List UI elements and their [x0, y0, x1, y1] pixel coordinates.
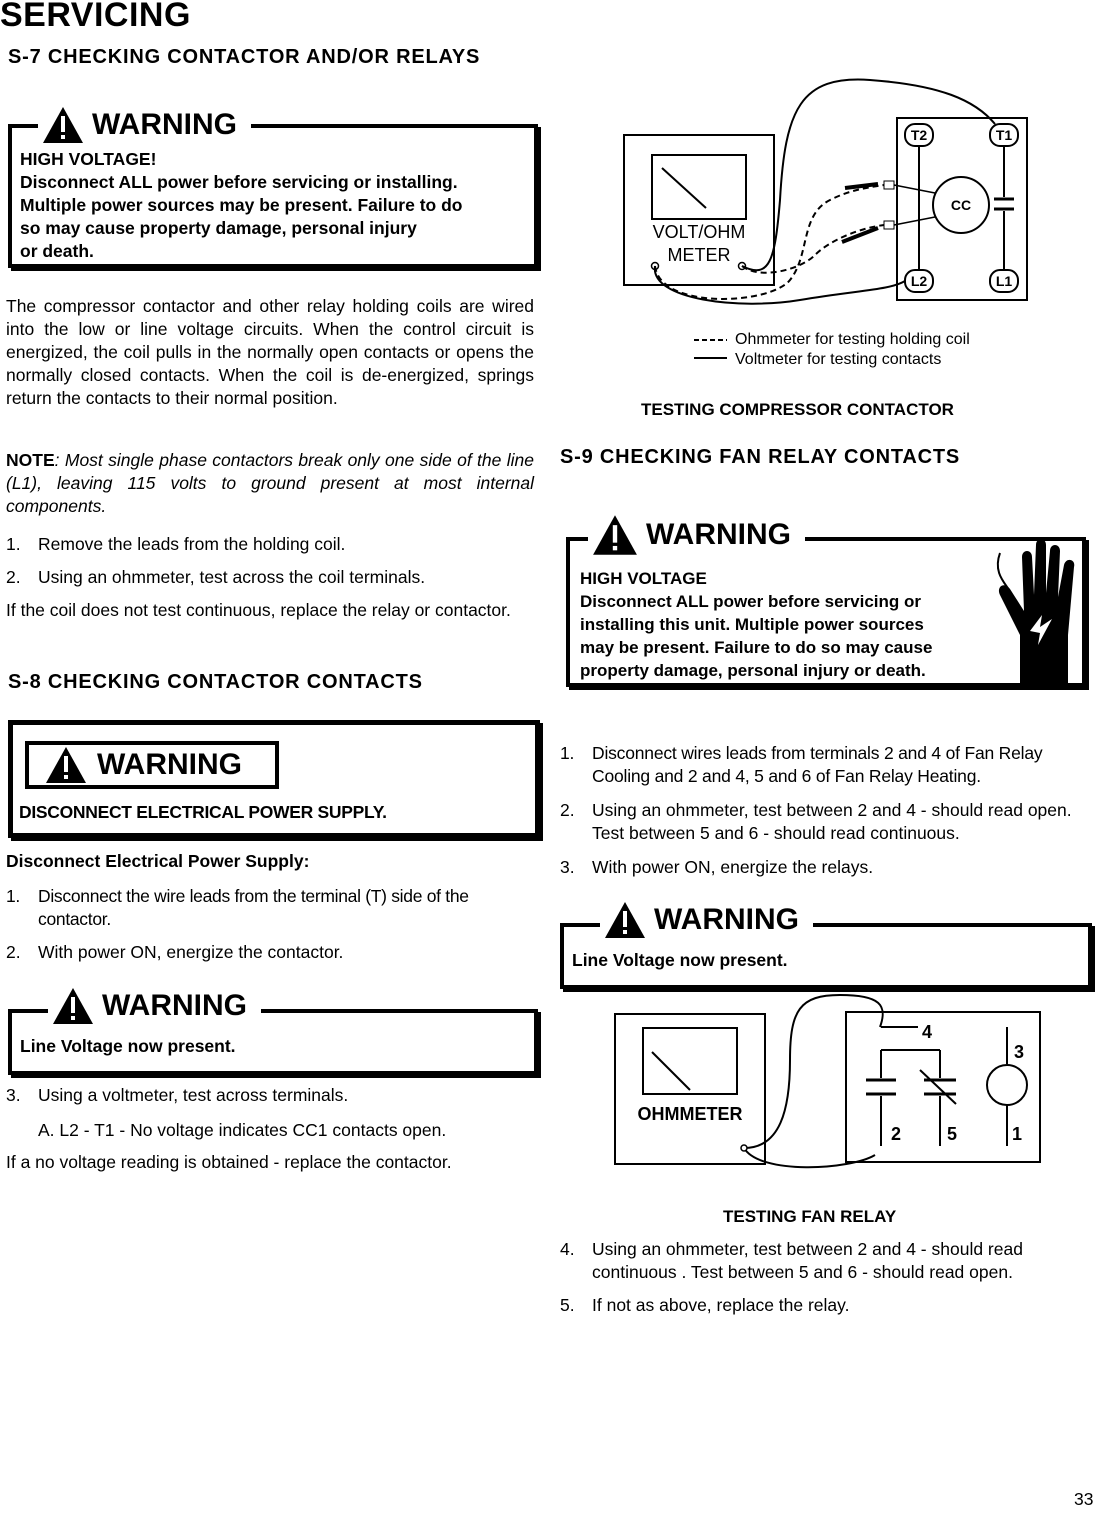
s7-note: NOTE: Most single phase contactors break only one side of the line (L1), leaving 115 volts to ground present at most internal components. — [6, 450, 534, 516]
s7-paragraph: The compressor contactor and other relay holding coils are wired into the low or line voltage circuits. When the control circuit is energized, the coil pulls in the normally open contacts or opens the normally closed contacts. When the coil is de-energized, springs return the contacts to their normal position. — [6, 296, 534, 408]
meter-display — [652, 155, 746, 219]
s9-step-4: 4. Using an ohmmeter, test between 2 and 4 - should read continuous . Test between 5 and 6 - should read open. — [560, 1239, 1023, 1282]
terminal-l1-label: L1 — [995, 273, 1013, 289]
fan-relay-diagram — [600, 985, 1060, 1170]
hand-shock-icon — [990, 535, 1086, 683]
terminal-1-label: 1 — [1011, 1124, 1023, 1144]
terminal-4-label: 4 — [921, 1022, 933, 1042]
s7-warning-box — [8, 108, 538, 268]
s8-step-3a: A. L2 - T1 - No voltage indicates CC1 contacts open. — [38, 1120, 447, 1140]
s9-heading: S-9 CHECKING FAN RELAY CONTACTS — [560, 446, 961, 468]
s8-warning2-title: WARNING — [48, 987, 261, 1025]
s8-warning2-text: Line Voltage now present. — [20, 1036, 236, 1056]
contact-mid-slash — [920, 1070, 956, 1104]
s8-step-1: 1. Disconnect the wire leads from the terminal (T) side of the contactor. — [6, 886, 469, 929]
s7-closing: If the coil does not test continuous, replace the relay or contactor. — [6, 600, 511, 620]
legend-dashed-label: Ohmmeter for testing holding coil — [735, 331, 970, 348]
s8-warning-text: DISCONNECT ELECTRICAL POWER SUPPLY. — [19, 802, 387, 822]
ohmmeter-label: OHMMETER — [637, 1104, 743, 1124]
terminal-2-label: 2 — [890, 1124, 902, 1144]
terminal-l2-label: L2 — [910, 273, 928, 289]
s8-heading: S-8 CHECKING CONTACTOR CONTACTS — [8, 671, 423, 693]
ohm-probe — [741, 1145, 747, 1151]
s7-warning-text: HIGH VOLTAGE! Disconnect ALL power before servicing or installing. Multiple power sources may be present. Failure to do so may cause property damage, personal injury or death. — [20, 149, 463, 261]
page-header-title: SERVICING — [0, 0, 191, 34]
s9-step-1: 1. Disconnect wires leads from terminals 2 and 4 of Fan Relay Cooling and 2 and 4, 5 and 6 of Fan Relay Heating. — [560, 743, 1043, 786]
terminal-3-label: 3 — [1013, 1042, 1025, 1062]
s9-step-2: 2. Using an ohmmeter, test between 2 and 4 - should read open. Test between 5 and 6 - should read continuous. — [560, 800, 1072, 843]
warning-icon — [604, 901, 646, 939]
s7-heading: S-7 CHECKING CONTACTOR AND/OR RELAYS — [8, 46, 481, 68]
ohmmeter-display — [643, 1028, 737, 1094]
terminal-t2-label: T2 — [910, 127, 928, 143]
warning-icon — [52, 987, 94, 1025]
s9-warning-title: WARNING — [588, 514, 805, 556]
s8-warning-box — [8, 720, 540, 838]
diagram2-caption: TESTING FAN RELAY — [723, 1207, 897, 1226]
warning-icon — [592, 514, 638, 556]
s9-warning2-title: WARNING — [600, 901, 813, 939]
relay-coil — [987, 1065, 1027, 1105]
voltmeter-lead-t1 — [742, 80, 995, 271]
meter-needle — [662, 168, 706, 208]
meter-label-2: METER — [667, 245, 731, 265]
s8-closing: If a no voltage reading is obtained - replace the contactor. — [6, 1152, 452, 1172]
coil-cc-label: CC — [950, 197, 972, 213]
terminal-5-label: 5 — [946, 1124, 958, 1144]
coil-terminal-bottom — [884, 221, 894, 229]
page-number: 33 — [1074, 1489, 1094, 1509]
coil-terminal-top — [884, 181, 894, 189]
compressor-contactor-diagram — [600, 70, 1050, 370]
terminal-t1-label: T1 — [995, 127, 1013, 143]
legend-solid-label: Voltmeter for testing contacts — [735, 351, 942, 368]
coil-lead-top — [894, 185, 935, 193]
warning-icon — [45, 746, 87, 784]
meter-label-1: VOLT/OHM — [652, 222, 746, 242]
s8-warning2-box — [8, 989, 538, 1075]
s9-warning2-box — [560, 903, 1092, 989]
s9-warning2-text: Line Voltage now present. — [572, 950, 788, 970]
s7-warning-title: WARNING — [38, 106, 251, 144]
s8-subheading: Disconnect Electrical Power Supply: — [6, 851, 310, 871]
warning-icon — [42, 106, 84, 144]
s8-warning-title: WARNING — [25, 741, 279, 789]
coil-lead-bottom — [894, 217, 935, 225]
s9-warning-text: HIGH VOLTAGE Disconnect ALL power before servicing or installing this unit. Multiple power sources may be present. Failure to do so may cause property damage, personal injury or death. — [580, 569, 933, 680]
ohmmeter-needle — [652, 1052, 690, 1090]
diagram1-caption: TESTING COMPRESSOR CONTACTOR — [641, 400, 954, 419]
s9-warning-box — [566, 518, 1086, 687]
